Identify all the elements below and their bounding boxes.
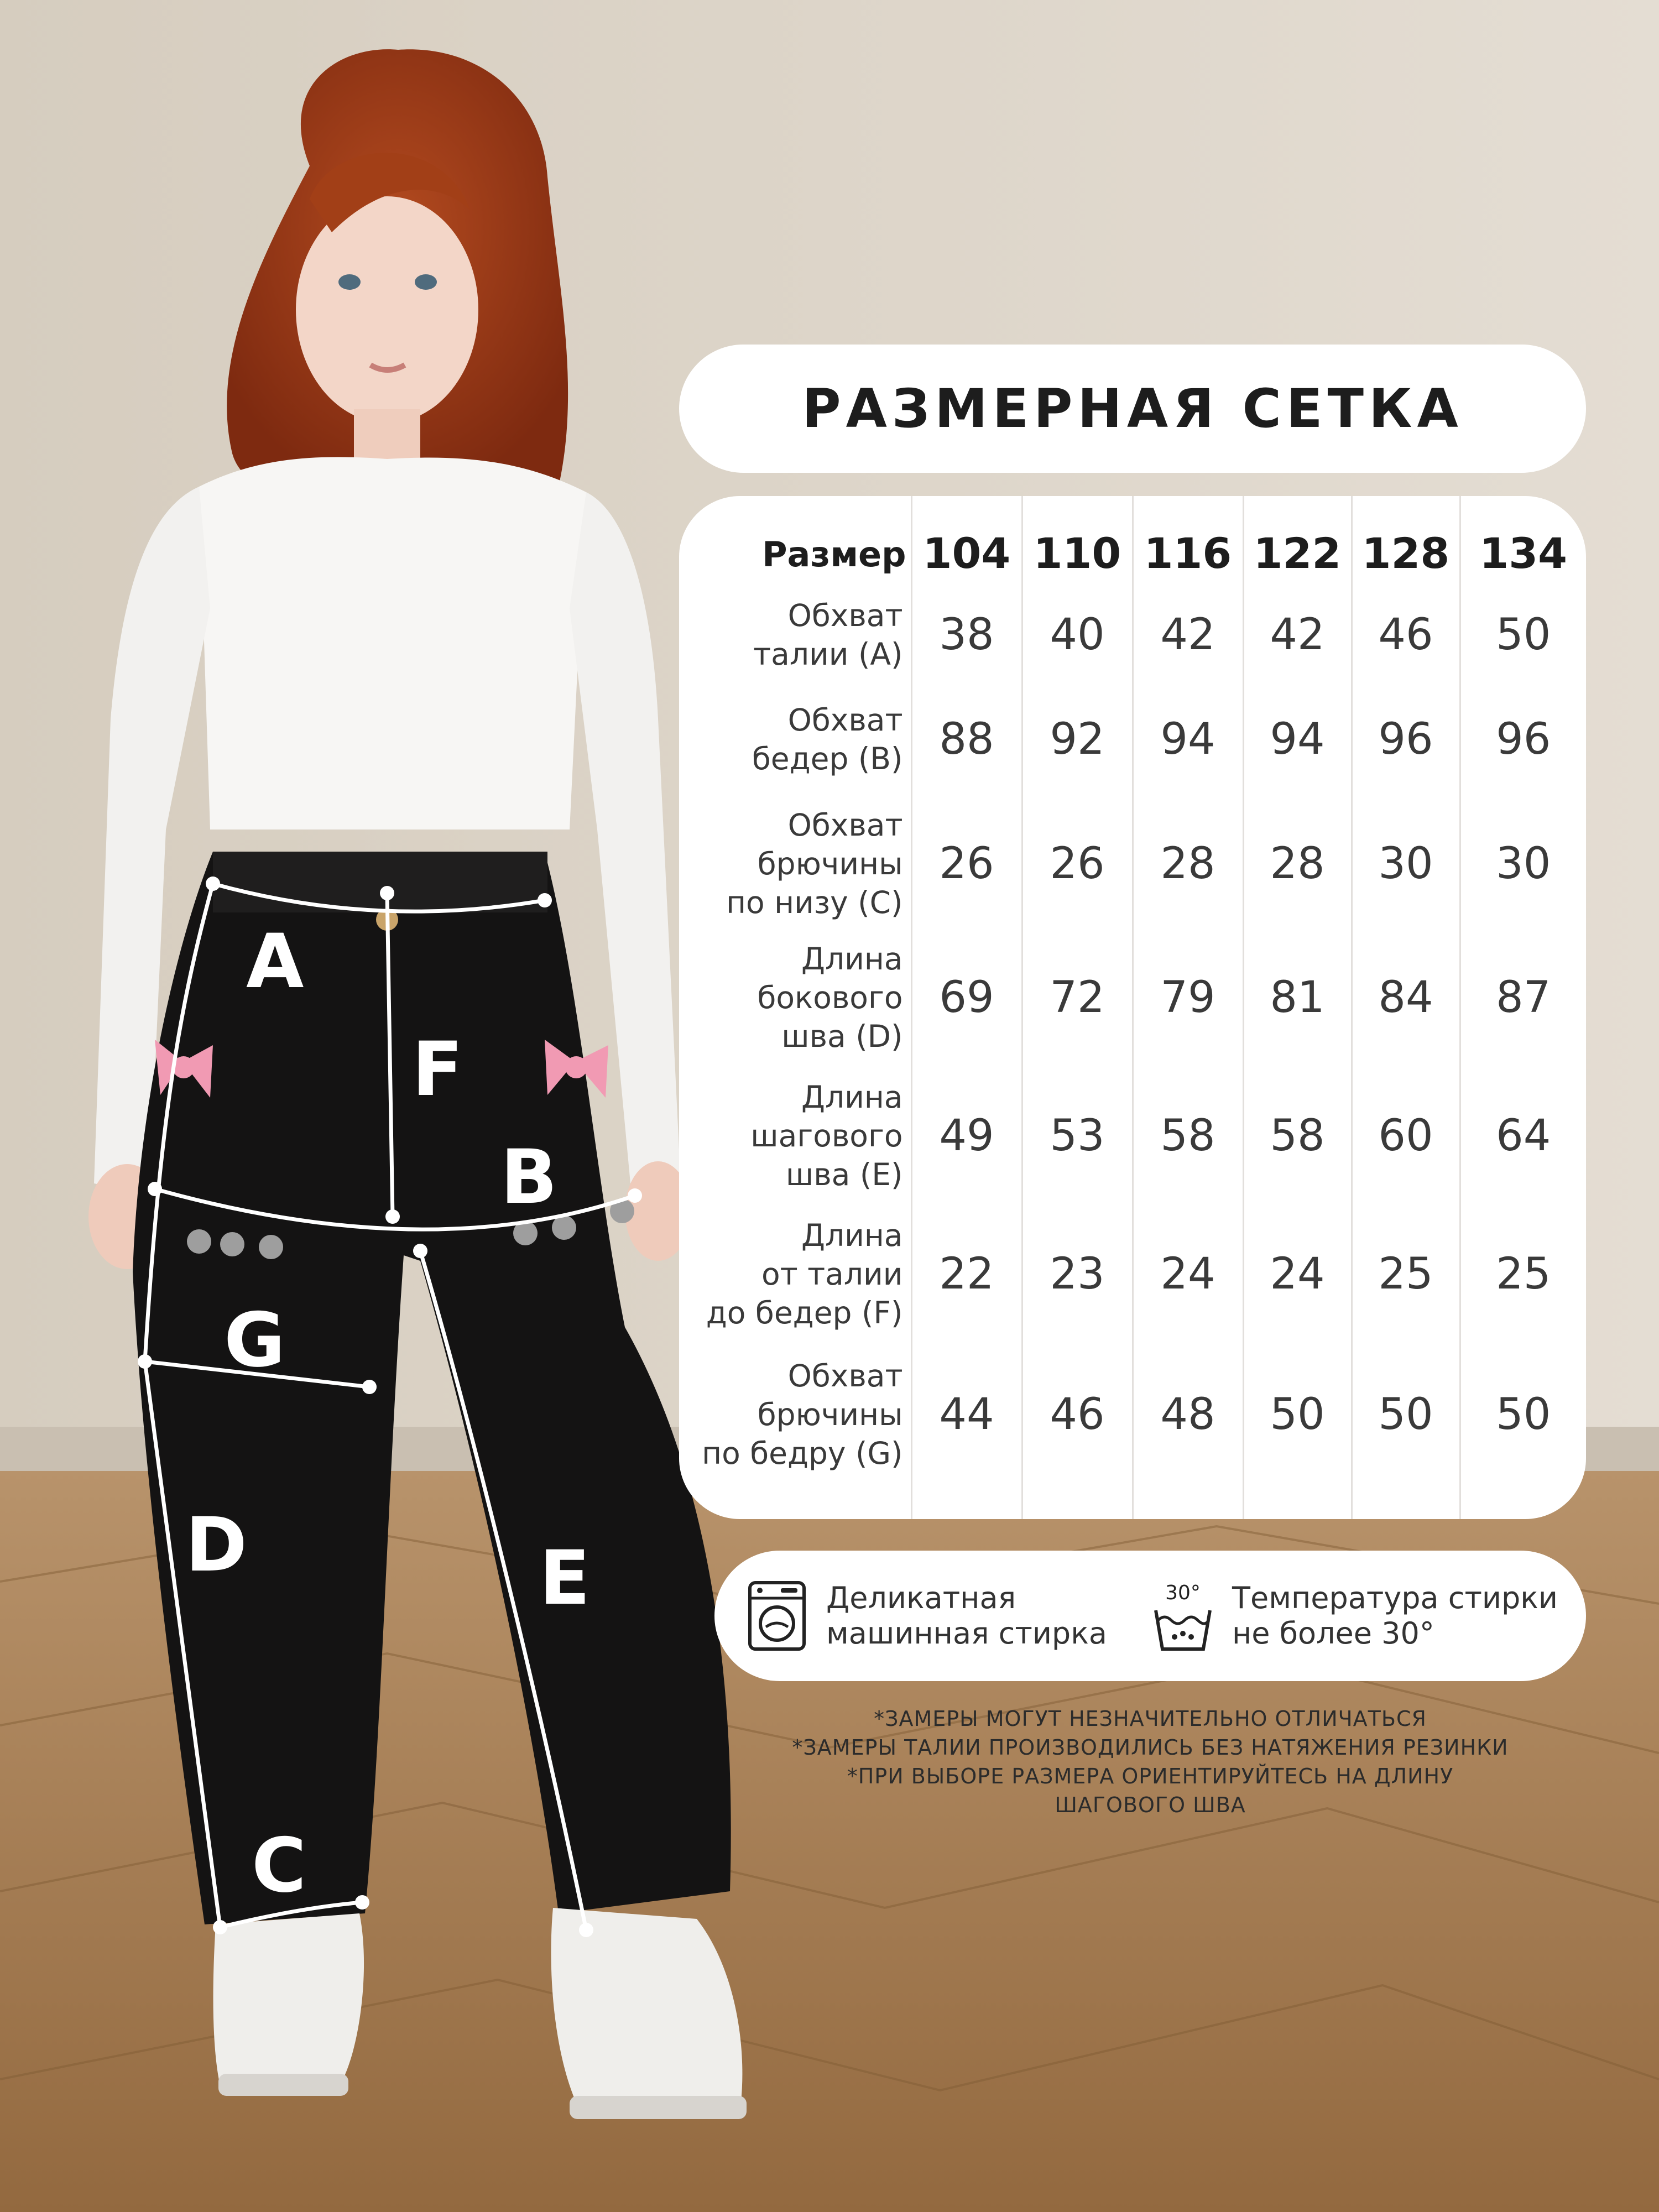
table-cell: 38 [911, 590, 1022, 680]
table-cell: 30 [1352, 799, 1460, 928]
table-cell: 50 [1352, 1343, 1460, 1519]
table-row-rise [679, 1205, 1586, 1343]
table-cell: 22 [911, 1205, 1022, 1343]
table-cell: 50 [1460, 1343, 1586, 1519]
table-cell: 64 [1460, 1067, 1586, 1205]
row-label: Обхват брючины по бедру (G) [702, 1358, 903, 1471]
table-cell: 46 [1022, 1343, 1133, 1519]
size-128: 128 [1352, 496, 1460, 590]
table-cell: 50 [1460, 590, 1586, 680]
size-122: 122 [1243, 496, 1352, 590]
care-item-wash-temperature [1152, 1551, 1558, 1681]
table-row-thigh [679, 1343, 1586, 1519]
footnote: *ЗАМЕРЫ ТАЛИИ ПРОИЗВОДИЛИСЬ БЕЗ НАТЯЖЕНИЯ РЕЗИНКИ [792, 1735, 1509, 1760]
table-cell: 25 [1460, 1205, 1586, 1343]
table-cell: 28 [1243, 799, 1352, 928]
size-116: 116 [1133, 496, 1243, 590]
footnote: *ПРИ ВЫБОРЕ РАЗМЕРА ОРИЕНТИРУЙТЕСЬ НА ДЛИНУ ШАГОВОГО ШВА [847, 1764, 1454, 1817]
care-text-wash-temperature: Температура стирки не более 30° [1232, 1580, 1558, 1651]
care-instructions [714, 1551, 1586, 1681]
table-cell: 30 [1460, 799, 1586, 928]
title-pill [679, 345, 1586, 473]
table-cell: 72 [1022, 928, 1133, 1067]
table-cell: 49 [911, 1067, 1022, 1205]
table-cell: 42 [1243, 590, 1352, 680]
table-cell: 24 [1243, 1205, 1352, 1343]
row-label: Обхват талии (A) [753, 598, 903, 672]
table-row-hips [679, 680, 1586, 799]
measure-letter-a: A [246, 918, 304, 1005]
table-cell: 92 [1022, 680, 1133, 799]
care-text-machine-wash: Деликатная машинная стирка [826, 1580, 1107, 1651]
care-item-machine-wash [747, 1551, 1107, 1681]
table-cell: 69 [911, 928, 1022, 1067]
table-cell: 96 [1460, 680, 1586, 799]
row-label: Обхват бедер (B) [752, 702, 903, 776]
table-cell: 46 [1352, 590, 1460, 680]
measure-letter-b: B [500, 1134, 557, 1220]
footnotes [730, 1704, 1571, 1819]
footnote: *ЗАМЕРЫ МОГУТ НЕЗНАЧИТЕЛЬНО ОТЛИЧАТЬСЯ [874, 1707, 1427, 1731]
table-row-waist [679, 590, 1586, 680]
measure-letter-g: G [224, 1297, 285, 1384]
row-label: Обхват брючины по низу (C) [726, 807, 903, 920]
size-104: 104 [911, 496, 1022, 590]
washing-machine-icon [747, 1577, 807, 1655]
table-row-hem [679, 799, 1586, 928]
size-header-row [679, 496, 1586, 590]
row-label: Длина бокового шва (D) [757, 941, 903, 1054]
size-134: 134 [1460, 496, 1586, 590]
table-cell: 40 [1022, 590, 1133, 680]
size-row-label: Размер [762, 534, 906, 575]
table-cell: 58 [1243, 1067, 1352, 1205]
size-table-card [679, 496, 1586, 1519]
row-label: Длина шагового шва (E) [750, 1079, 903, 1192]
table-cell: 23 [1022, 1205, 1133, 1343]
page-title: РАЗМЕРНАЯ СЕТКА [802, 378, 1463, 440]
table-cell: 24 [1133, 1205, 1243, 1343]
table-cell: 84 [1352, 928, 1460, 1067]
table-cell: 81 [1243, 928, 1352, 1067]
table-cell: 26 [911, 799, 1022, 928]
table-cell: 60 [1352, 1067, 1460, 1205]
table-cell: 88 [911, 680, 1022, 799]
table-cell: 58 [1133, 1067, 1243, 1205]
table-cell: 48 [1133, 1343, 1243, 1519]
table-cell: 87 [1460, 928, 1586, 1067]
size-110: 110 [1022, 496, 1133, 590]
table-cell: 42 [1133, 590, 1243, 680]
measure-letter-e: E [539, 1535, 591, 1621]
size-table [679, 496, 1586, 1519]
table-cell: 94 [1133, 680, 1243, 799]
table-cell: 44 [911, 1343, 1022, 1519]
measure-letter-f: F [412, 1026, 463, 1113]
table-row-side-seam [679, 928, 1586, 1067]
measure-letter-d: D [185, 1501, 248, 1588]
table-cell: 94 [1243, 680, 1352, 799]
wash-temperature-icon [1152, 1577, 1213, 1655]
measure-letter-c: C [252, 1822, 307, 1909]
table-cell: 79 [1133, 928, 1243, 1067]
table-cell: 50 [1243, 1343, 1352, 1519]
table-cell: 26 [1022, 799, 1133, 928]
table-row-inseam [679, 1067, 1586, 1205]
table-cell: 96 [1352, 680, 1460, 799]
table-cell: 28 [1133, 799, 1243, 928]
table-cell: 53 [1022, 1067, 1133, 1205]
wash-temperature-icon-label: 30° [1165, 1582, 1201, 1604]
table-cell: 25 [1352, 1205, 1460, 1343]
row-label: Длина от талии до бедер (F) [706, 1218, 903, 1331]
